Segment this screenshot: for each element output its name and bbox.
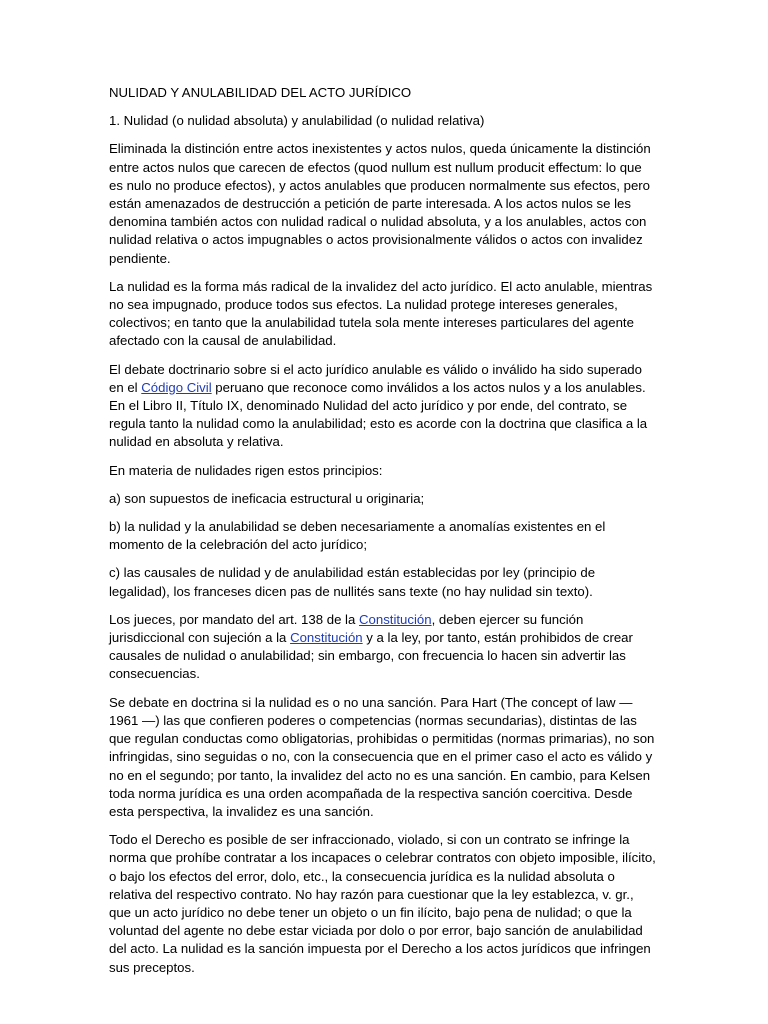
paragraph-8-text-b: , deben ejercer su función jurisdiccional con sujeción a la <box>109 611 584 646</box>
paragraph-3-text-a: El debate doctrinario sobre si el acto jurídico anulable es válido o inválido ha sido superado en el <box>109 361 642 395</box>
paragraph-3-text-b: peruano que reconoce como inválidos a los actos nulos y a los anulables. En el Libro II, Título IX, denominado Nulidad del acto jurídico y por ende, del contrato, se regula tanto la nulidad como la anulabilidad; esto es acorde con la doctrina que clasifica a la nulidad en absoluta y relativa. <box>109 379 648 450</box>
paragraph-3 <box>109 361 657 452</box>
paragraph-4: En materia de nulidades rigen estos principios: <box>109 462 383 478</box>
paragraph-10: Todo el Derecho es posible de ser infraccionado, violado, si con un contrato se infringe la norma que prohíbe contratar a los incapaces o celebrar contratos con objeto imposible, ilícito, o bajo los efectos del error, dolo, etc., la consecuencia jurídica es la nulidad absoluta o relativa del respectivo contrato. No hay razón para cuestionar que la ley establezca, v. gr., que un acto jurídico no debe tener un objeto o un fin ilícito, bajo pena de nulidad; o que la voluntad del agente no debe estar viciada por dolo o por error, bajo sanción de anulabilidad del acto. La nulidad es la sanción impuesta por el Derecho a los actos jurídicos que infringen sus preceptos. <box>109 832 656 975</box>
constitucion-link-1[interactable]: Constitución <box>359 611 432 627</box>
principle-c: c) las causales de nulidad y de anulabilidad están establecidas por ley (principio de legalidad), los franceses dicen pas de nullités sans texte (no hay nulidad sin texto). <box>109 565 596 599</box>
codigo-civil-link[interactable]: Código Civil <box>141 379 212 395</box>
paragraph-8-text-c: y a la ley, por tanto, están prohibidos de crear causales de nulidad o anulabilidad; sin embargo, con frecuencia lo hacen sin advertir las consecuencias. <box>109 630 633 682</box>
document-page <box>109 84 657 987</box>
constitucion-link-2[interactable]: Constitución <box>290 630 363 646</box>
paragraph-2: La nulidad es la forma más radical de la invalidez del acto jurídico. El acto anulable, mientras no sea impugnado, produce todos sus efectos. La nulidad protege intereses generales, colectivos; en tanto que la anulabilidad tutela sola mente intereses particulares del agente afectado con la causal de anulabilidad. <box>109 278 653 349</box>
paragraph-8 <box>109 611 657 684</box>
principle-a: a) son supuestos de ineficacia estructural u originaria; <box>109 490 425 506</box>
paragraph-1: Eliminada la distinción entre actos inexistentes y actos nulos, queda únicamente la distinción entre actos nulos que carecen de efectos (quod nullum est nullum producit effectum: lo que es nulo no produce efectos), y actos anulables que producen normalmente sus efectos, pero están amenazados de destrucción a petición de parte interesada. A los actos nulos se les denomina también actos con nulidad radical o nulidad absoluta, y a los anulables, actos con nulidad relativa o actos impugnables o actos provisionalmente válidos o actos con invalidez pendiente. <box>109 141 651 266</box>
document-title: NULIDAD Y ANULABILIDAD DEL ACTO JURÍDICO <box>109 85 412 100</box>
paragraph-8-text-a: Los jueces, por mandato del art. 138 de la <box>109 611 359 627</box>
principle-b: b) la nulidad y la anulabilidad se deben necesariamente a anomalías existentes en el momento de la celebración del acto jurídico; <box>109 519 606 553</box>
paragraph-9: Se debate en doctrina si la nulidad es o no una sanción. Para Hart (The concept of law —1961 —) las que confieren poderes o competencias (normas secundarias), distintas de las que regulan conductas como obligatorias, prohibidas o permitidas (normas primarias), no son infringidas, sino seguidas o no, con la consecuencia que en el primer caso el acto es válido y no en el segundo; por tanto, la invalidez del acto no es una sanción. En cambio, para Kelsen toda norma jurídica es una orden acompañada de la respectiva sanción coercitiva. Desde esta perspectiva, la invalidez es una sanción. <box>109 694 655 819</box>
section-heading: 1. Nulidad (o nulidad absoluta) y anulabilidad (o nulidad relativa) <box>109 113 485 129</box>
